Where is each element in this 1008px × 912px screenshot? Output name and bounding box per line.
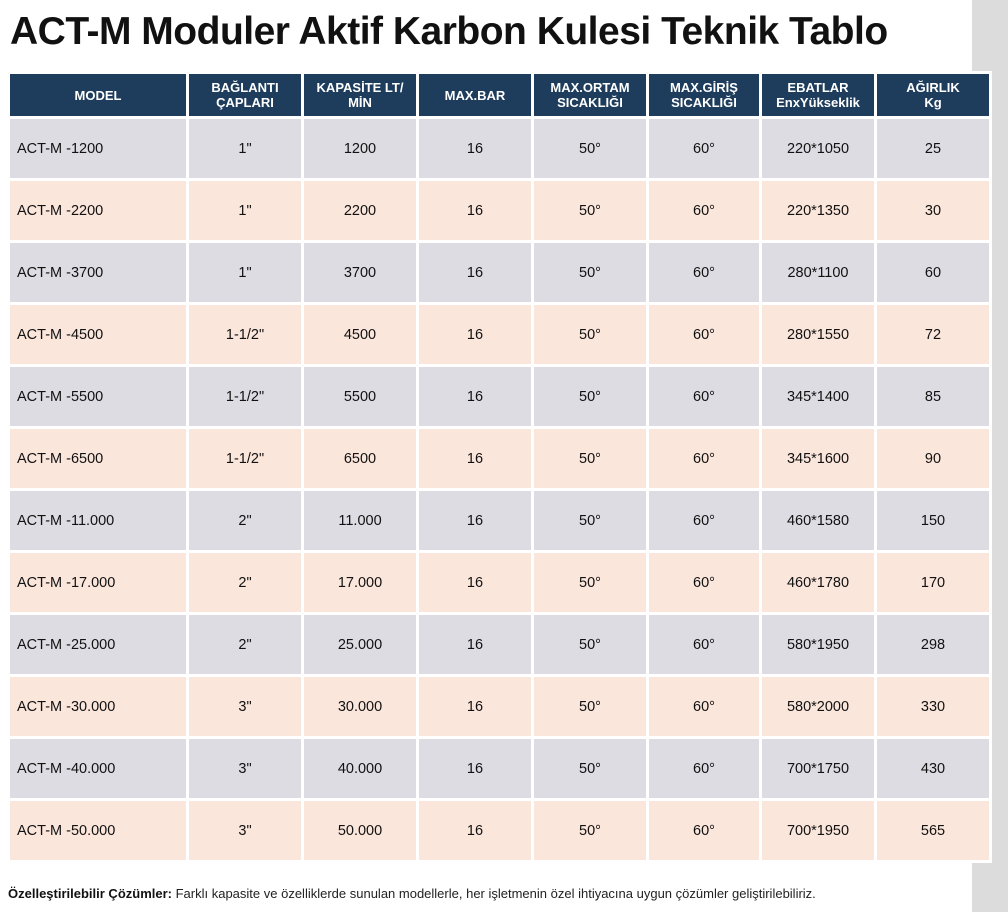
table-row — [10, 553, 989, 612]
cell-weight: 90 — [877, 429, 989, 488]
cell-max-bar: 16 — [419, 801, 531, 860]
table-row — [10, 429, 989, 488]
cell-max-bar: 16 — [419, 181, 531, 240]
cell-dimensions: 220*1050 — [762, 119, 874, 178]
cell-capacity: 50.000 — [304, 801, 416, 860]
cell-model: ACT-M -1200 — [10, 119, 186, 178]
cell-max-inlet-temp: 60° — [649, 491, 759, 550]
cell-max-ambient-temp: 50° — [534, 305, 646, 364]
cell-dimensions: 580*2000 — [762, 677, 874, 736]
footnote-text: Farklı kapasite ve özelliklerde sunulan modellerle, her işletmenin özel ihtiyacına uygun çözümler geliştirilebiliriz. — [172, 886, 816, 901]
cell-model: ACT-M -50.000 — [10, 801, 186, 860]
cell-dimensions: 280*1550 — [762, 305, 874, 364]
cell-max-inlet-temp: 60° — [649, 181, 759, 240]
cell-dimensions: 580*1950 — [762, 615, 874, 674]
header-max-ambient-temp-line2: SICAKLIĞI — [557, 95, 623, 110]
cell-capacity: 17.000 — [304, 553, 416, 612]
header-capacity-line2: MİN — [348, 95, 372, 110]
table-row — [10, 615, 989, 674]
cell-weight: 25 — [877, 119, 989, 178]
cell-dimensions: 220*1350 — [762, 181, 874, 240]
cell-max-inlet-temp: 60° — [649, 553, 759, 612]
header-weight-line1: AĞIRLIK — [906, 80, 960, 95]
cell-max-inlet-temp: 60° — [649, 739, 759, 798]
cell-max-inlet-temp: 60° — [649, 243, 759, 302]
table-body — [10, 119, 989, 860]
header-max-ambient-temp-line1: MAX.ORTAM — [550, 80, 630, 95]
table-row — [10, 367, 989, 426]
cell-weight: 298 — [877, 615, 989, 674]
cell-max-bar: 16 — [419, 553, 531, 612]
header-dimensions-line2: EnxYükseklik — [776, 95, 860, 110]
cell-max-bar: 16 — [419, 243, 531, 302]
cell-max-bar: 16 — [419, 429, 531, 488]
header-capacity-line1: KAPASİTE LT/ — [316, 80, 404, 95]
cell-max-bar: 16 — [419, 305, 531, 364]
cell-connection: 2" — [189, 553, 301, 612]
cell-max-ambient-temp: 50° — [534, 739, 646, 798]
cell-model: ACT-M -6500 — [10, 429, 186, 488]
cell-max-inlet-temp: 60° — [649, 367, 759, 426]
table-row — [10, 491, 989, 550]
cell-capacity: 1200 — [304, 119, 416, 178]
cell-model: ACT-M -5500 — [10, 367, 186, 426]
cell-model: ACT-M -3700 — [10, 243, 186, 302]
cell-weight: 170 — [877, 553, 989, 612]
header-weight-line2: Kg — [924, 95, 942, 110]
table-row — [10, 305, 989, 364]
cell-connection: 3" — [189, 677, 301, 736]
header-max-inlet-temp-line1: MAX.GİRİŞ — [670, 80, 738, 95]
cell-capacity: 30.000 — [304, 677, 416, 736]
header-model — [10, 74, 186, 116]
cell-weight: 30 — [877, 181, 989, 240]
header-connection — [189, 74, 301, 116]
cell-connection: 3" — [189, 739, 301, 798]
cell-model: ACT-M -40.000 — [10, 739, 186, 798]
header-dimensions-line1: EBATLAR — [787, 80, 849, 95]
cell-max-ambient-temp: 50° — [534, 615, 646, 674]
cell-max-ambient-temp: 50° — [534, 181, 646, 240]
cell-max-inlet-temp: 60° — [649, 677, 759, 736]
cell-connection: 1" — [189, 243, 301, 302]
cell-max-bar: 16 — [419, 367, 531, 426]
cell-max-ambient-temp: 50° — [534, 801, 646, 860]
table-row — [10, 181, 989, 240]
cell-model: ACT-M -11.000 — [10, 491, 186, 550]
cell-model: ACT-M -4500 — [10, 305, 186, 364]
cell-capacity: 40.000 — [304, 739, 416, 798]
cell-max-bar: 16 — [419, 491, 531, 550]
table-row — [10, 677, 989, 736]
header-max-bar-line1: MAX.BAR — [444, 87, 506, 103]
cell-connection: 1-1/2" — [189, 367, 301, 426]
cell-max-ambient-temp: 50° — [534, 677, 646, 736]
table-row — [10, 801, 989, 860]
cell-max-bar: 16 — [419, 615, 531, 674]
cell-dimensions: 280*1100 — [762, 243, 874, 302]
cell-dimensions: 460*1780 — [762, 553, 874, 612]
header-dimensions — [762, 74, 874, 116]
page-title: ACT-M Moduler Aktif Karbon Kulesi Teknik Tablo — [10, 10, 888, 53]
cell-capacity: 5500 — [304, 367, 416, 426]
cell-connection: 2" — [189, 615, 301, 674]
cell-connection: 1-1/2" — [189, 305, 301, 364]
header-connection-line1: BAĞLANTI — [211, 80, 279, 95]
cell-model: ACT-M -25.000 — [10, 615, 186, 674]
table-row — [10, 739, 989, 798]
cell-weight: 565 — [877, 801, 989, 860]
cell-dimensions: 700*1750 — [762, 739, 874, 798]
cell-capacity: 11.000 — [304, 491, 416, 550]
cell-max-inlet-temp: 60° — [649, 429, 759, 488]
cell-max-ambient-temp: 50° — [534, 119, 646, 178]
cell-weight: 60 — [877, 243, 989, 302]
cell-model: ACT-M -17.000 — [10, 553, 186, 612]
cell-weight: 330 — [877, 677, 989, 736]
cell-connection: 1" — [189, 181, 301, 240]
cell-model: ACT-M -30.000 — [10, 677, 186, 736]
cell-max-bar: 16 — [419, 677, 531, 736]
cell-max-ambient-temp: 50° — [534, 553, 646, 612]
cell-weight: 150 — [877, 491, 989, 550]
cell-max-ambient-temp: 50° — [534, 491, 646, 550]
cell-connection: 3" — [189, 801, 301, 860]
cell-max-bar: 16 — [419, 119, 531, 178]
cell-capacity: 3700 — [304, 243, 416, 302]
cell-max-inlet-temp: 60° — [649, 119, 759, 178]
cell-dimensions: 345*1400 — [762, 367, 874, 426]
cell-max-inlet-temp: 60° — [649, 801, 759, 860]
cell-weight: 72 — [877, 305, 989, 364]
cell-dimensions: 700*1950 — [762, 801, 874, 860]
footnote — [8, 886, 816, 901]
cell-capacity: 2200 — [304, 181, 416, 240]
table-row — [10, 243, 989, 302]
cell-max-ambient-temp: 50° — [534, 243, 646, 302]
header-max-inlet-temp-line2: SICAKLIĞI — [671, 95, 737, 110]
header-capacity — [304, 74, 416, 116]
header-max-ambient-temp — [534, 74, 646, 116]
cell-dimensions: 460*1580 — [762, 491, 874, 550]
cell-dimensions: 345*1600 — [762, 429, 874, 488]
table-header-row — [10, 74, 989, 116]
header-model-line1: MODEL — [74, 87, 122, 103]
header-max-bar — [419, 74, 531, 116]
cell-capacity: 25.000 — [304, 615, 416, 674]
cell-max-ambient-temp: 50° — [534, 367, 646, 426]
cell-weight: 85 — [877, 367, 989, 426]
cell-model: ACT-M -2200 — [10, 181, 186, 240]
header-connection-line2: ÇAPLARI — [216, 95, 274, 110]
header-weight — [877, 74, 989, 116]
cell-max-inlet-temp: 60° — [649, 615, 759, 674]
cell-connection: 2" — [189, 491, 301, 550]
spec-table — [7, 71, 992, 863]
footnote-label: Özelleştirilebilir Çözümler: — [8, 886, 172, 901]
cell-max-inlet-temp: 60° — [649, 305, 759, 364]
header-max-inlet-temp — [649, 74, 759, 116]
cell-capacity: 6500 — [304, 429, 416, 488]
cell-capacity: 4500 — [304, 305, 416, 364]
table-row — [10, 119, 989, 178]
cell-max-bar: 16 — [419, 739, 531, 798]
cell-weight: 430 — [877, 739, 989, 798]
cell-connection: 1" — [189, 119, 301, 178]
cell-max-ambient-temp: 50° — [534, 429, 646, 488]
cell-connection: 1-1/2" — [189, 429, 301, 488]
